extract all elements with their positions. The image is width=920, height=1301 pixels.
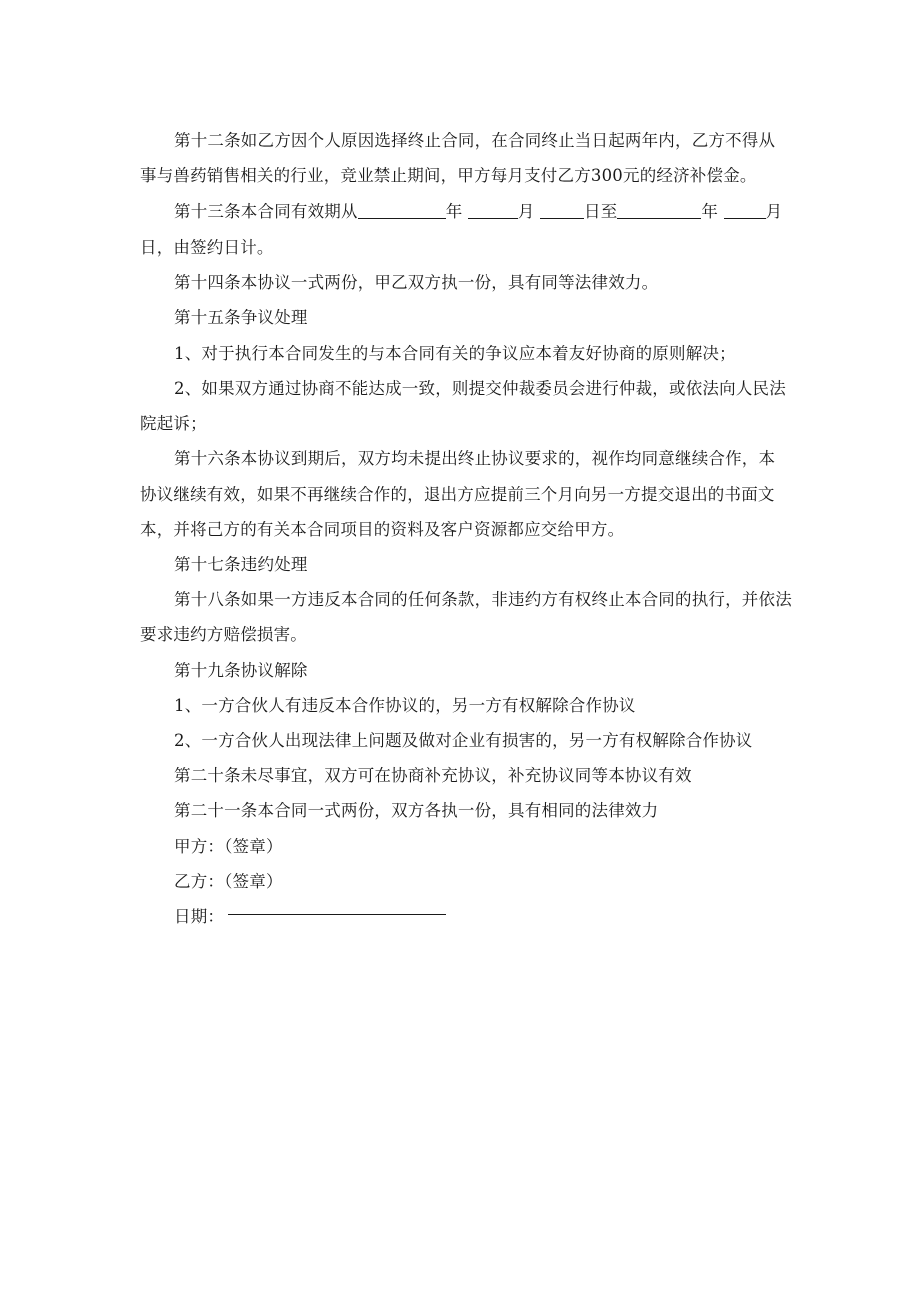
article-17: 第十七条违约处理 bbox=[174, 555, 308, 574]
party-a-signature: 甲方：（签章） bbox=[174, 837, 283, 856]
article-16-line-2: 协议继续有效，如果不再继续合作的，退出方应提前三个月向另一方提交退出的书面文 bbox=[140, 485, 775, 504]
start-year-blank bbox=[358, 202, 446, 219]
article-13-month-2: 月 bbox=[765, 202, 783, 221]
end-year-blank bbox=[617, 202, 701, 219]
article-13-prefix: 第十三条本合同有效期从 bbox=[174, 202, 358, 221]
date-blank-line bbox=[228, 914, 446, 915]
article-14: 第十四条本协议一式两份，甲乙双方执一份，具有同等法律效力。 bbox=[174, 273, 659, 292]
date-label: 日期： bbox=[174, 907, 225, 926]
article-15-title: 第十五条争议处理 bbox=[174, 308, 308, 327]
article-15-item-1: 1、对于执行本合同发生的与本合同有关的争议应本着友好协商的原则解决； bbox=[174, 344, 736, 363]
article-13-line-2: 日，由签约日计。 bbox=[140, 238, 274, 257]
article-21: 第二十一条本合同一式两份，双方各执一份，具有相同的法律效力 bbox=[174, 801, 659, 820]
start-month-blank bbox=[468, 202, 518, 219]
article-13-month-1: 月 bbox=[517, 202, 535, 221]
article-16-line-3: 本，并将己方的有关本合同项目的资料及客户资源都应交给甲方。 bbox=[140, 520, 625, 539]
article-20: 第二十条未尽事宜，双方可在协商补充协议，补充协议同等本协议有效 bbox=[174, 766, 692, 785]
end-month-blank bbox=[724, 202, 766, 219]
party-b-signature: 乙方：（签章） bbox=[174, 872, 283, 891]
article-19-title: 第十九条协议解除 bbox=[174, 661, 308, 680]
article-15-item-2-line-1: 2、如果双方通过协商不能达成一致，则提交仲裁委员会进行仲裁，或依法向人民法 bbox=[174, 379, 786, 398]
article-13-line-1 bbox=[174, 201, 782, 223]
article-13-year-1: 年 bbox=[445, 202, 463, 221]
article-18-line-1: 第十八条如果一方违反本合同的任何条款，非违约方有权终止本合同的执行，并依法 bbox=[174, 590, 792, 609]
article-19-item-1: 1、一方合伙人有违反本合作协议的，另一方有权解除合作协议 bbox=[174, 696, 636, 715]
article-18-line-2: 要求违约方赔偿损害。 bbox=[140, 625, 307, 644]
article-13-day-1: 日至 bbox=[584, 202, 618, 221]
start-day-blank bbox=[540, 202, 584, 219]
article-19-item-2: 2、一方合伙人出现法律上问题及做对企业有损害的，另一方有权解除合作协议 bbox=[174, 731, 753, 750]
article-12-line-1: 第十二条如乙方因个人原因选择终止合同，在合同终止当日起两年内，乙方不得从 bbox=[174, 131, 776, 150]
article-16-line-1: 第十六条本协议到期后，双方均未提出终止协议要求的，视作均同意继续合作，本 bbox=[174, 449, 776, 468]
article-13-year-2: 年 bbox=[701, 202, 719, 221]
article-15-item-2-line-2: 院起诉； bbox=[140, 414, 207, 433]
article-12-line-2: 事与兽药销售相关的行业，竞业禁止期间，甲方每月支付乙方300元的经济补偿金。 bbox=[140, 166, 757, 185]
